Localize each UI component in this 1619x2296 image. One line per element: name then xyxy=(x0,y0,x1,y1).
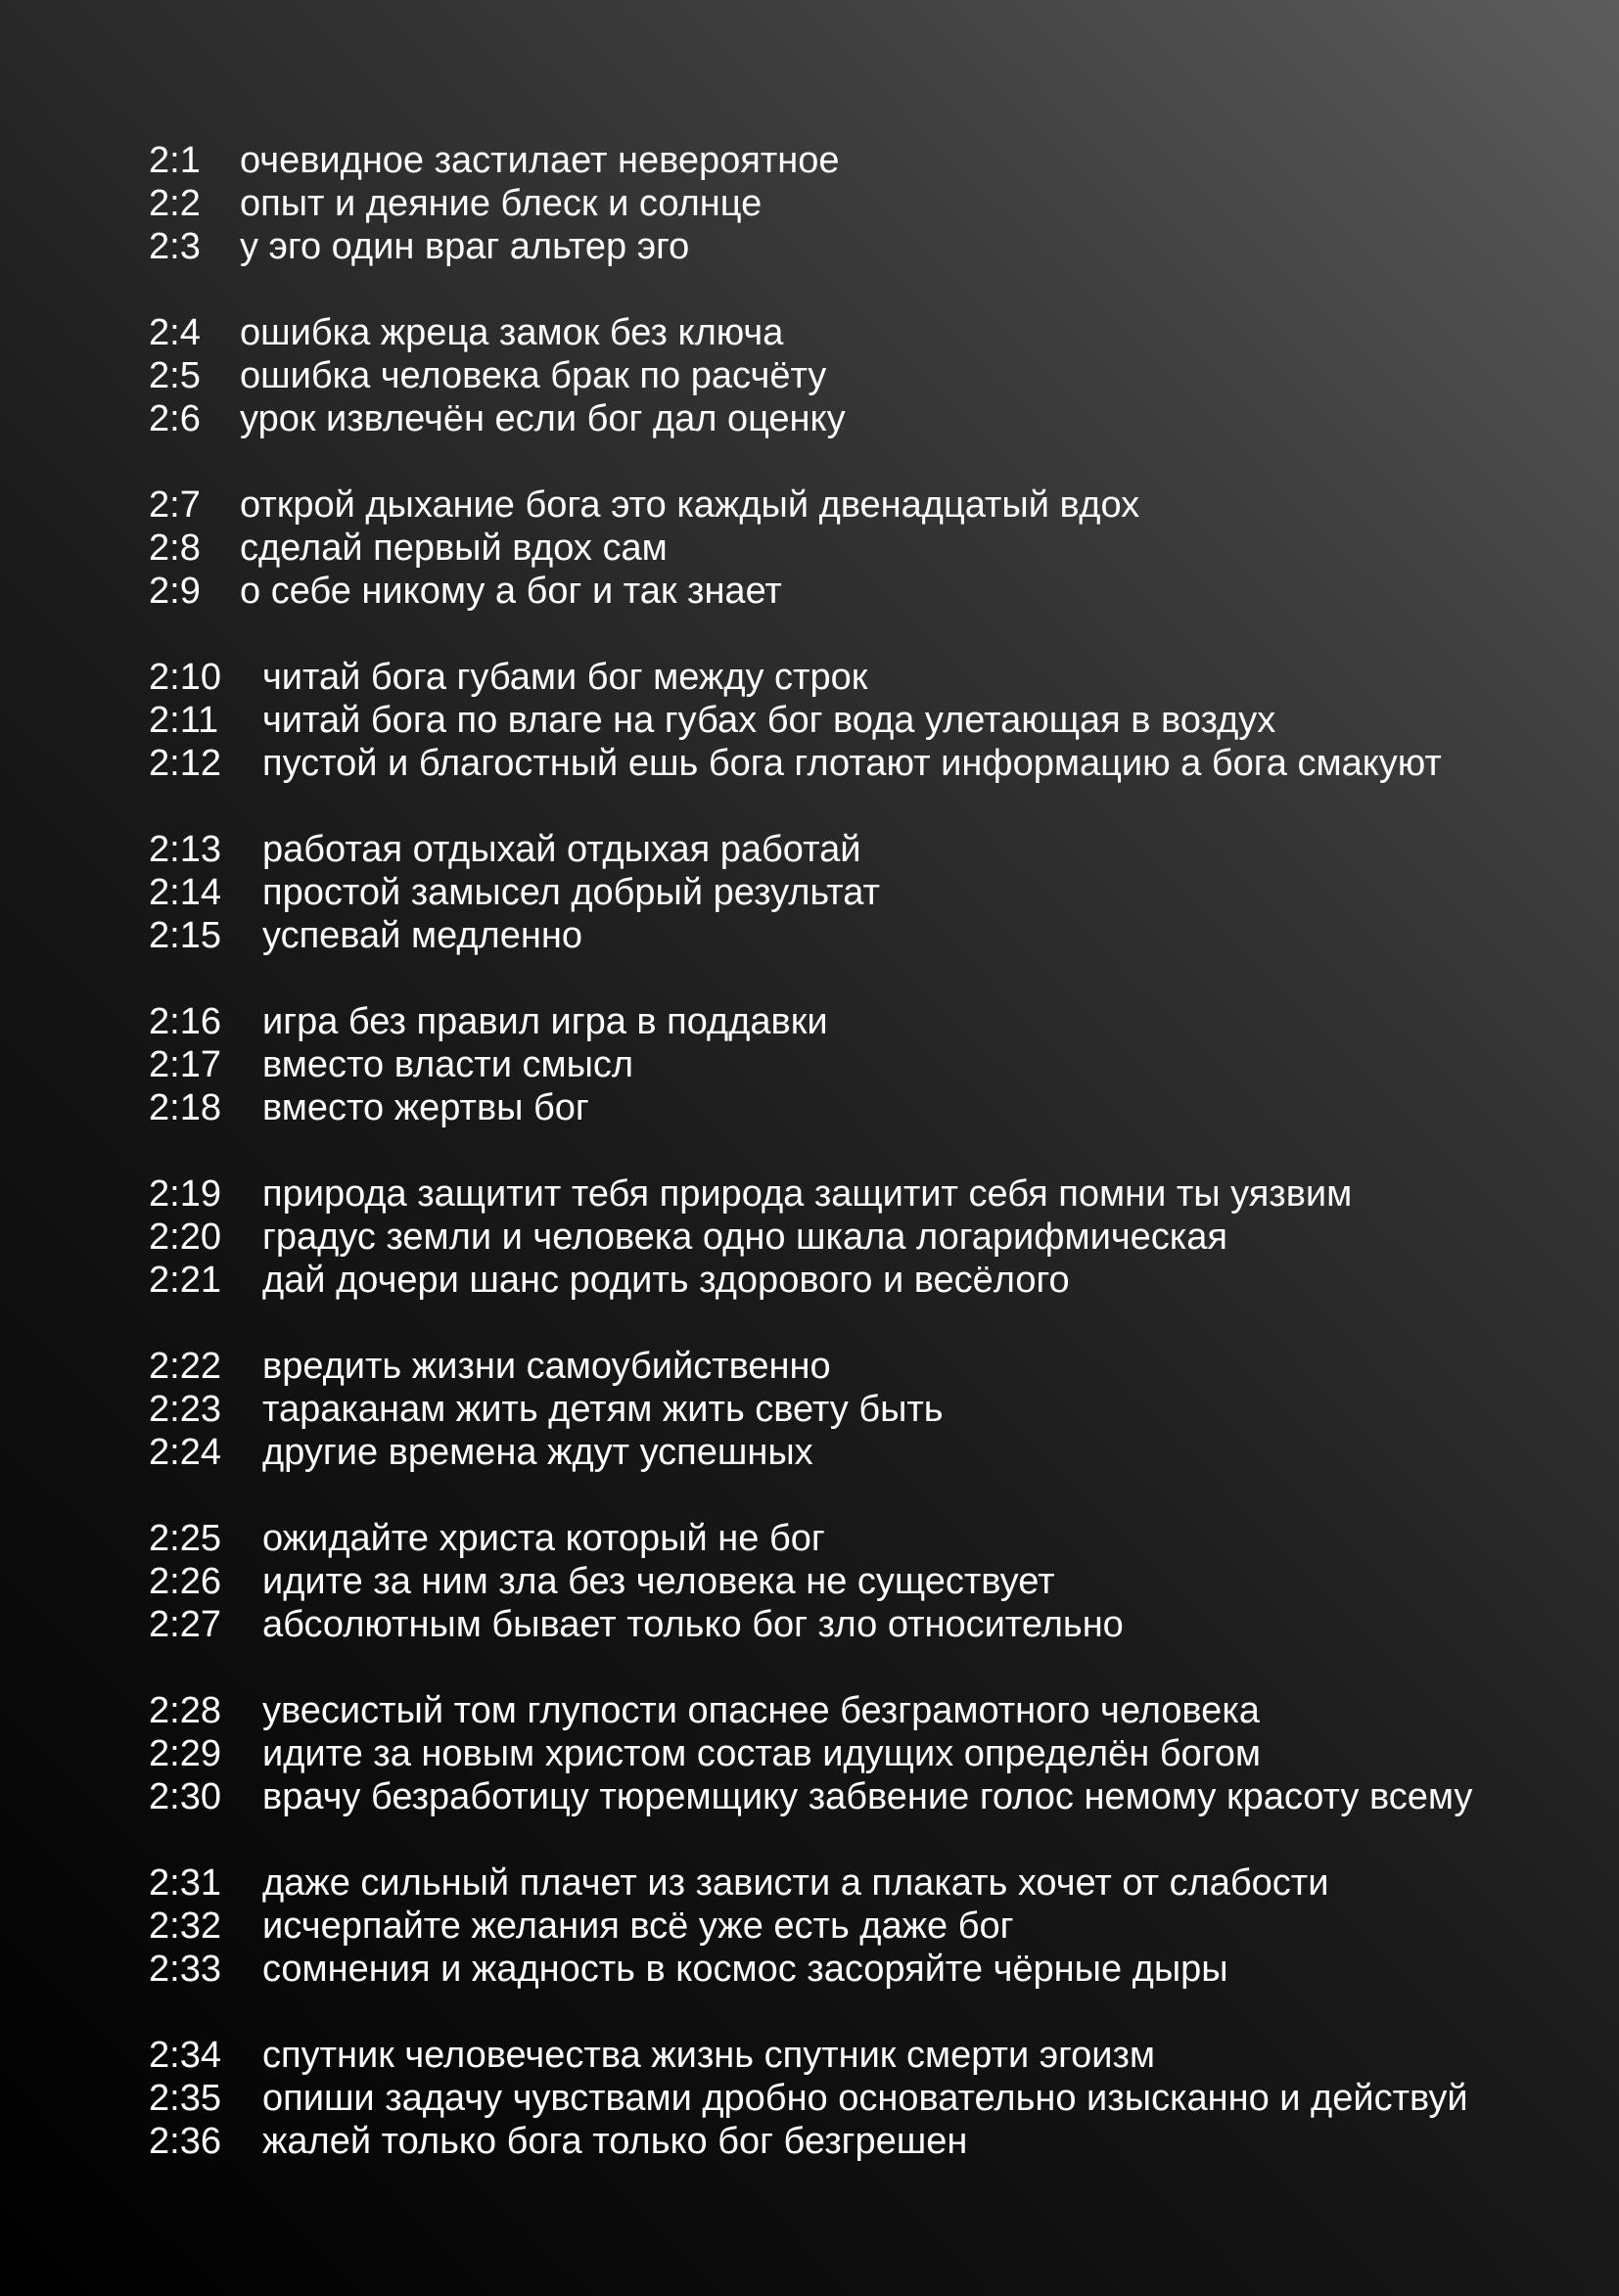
verse-line xyxy=(149,2077,1597,2120)
verse-line xyxy=(149,742,1597,785)
verse-text: о себе никому а бог и так знает xyxy=(240,571,782,612)
verse-text: жалей только бога только бог безгрешен xyxy=(262,2121,968,2162)
verse-text: очевидное застилает невероятное xyxy=(240,140,840,181)
verse-number: 2:33 xyxy=(149,1949,221,1990)
verse-page xyxy=(149,139,1597,2206)
verse-group xyxy=(149,1172,1597,1302)
verse-text: ошибка жреца замок без ключа xyxy=(240,312,784,353)
verse-text: дай дочери шанс родить здорового и весёлого xyxy=(262,1260,1070,1301)
verse-number: 2:29 xyxy=(149,1733,221,1774)
verse-group xyxy=(149,656,1597,785)
verse-number: 2:4 xyxy=(149,312,201,353)
verse-text: урок извлечён если бог дал оценку xyxy=(240,398,846,439)
verse-number: 2:24 xyxy=(149,1432,221,1473)
verse-number: 2:20 xyxy=(149,1217,221,1258)
verse-line xyxy=(149,1861,1597,1905)
verse-line xyxy=(149,2034,1597,2077)
verse-text: увесистый том глупости опаснее безграмотного человека xyxy=(262,1690,1260,1731)
verse-number: 2:21 xyxy=(149,1260,221,1301)
verse-number: 2:1 xyxy=(149,140,201,181)
verse-line xyxy=(149,527,1597,570)
verse-number: 2:9 xyxy=(149,571,201,612)
verse-line xyxy=(149,1216,1597,1259)
verse-group xyxy=(149,483,1597,613)
verse-text: работая отдыхай отдыхая работай xyxy=(262,829,861,870)
verse-group xyxy=(149,1517,1597,1646)
verse-number: 2:3 xyxy=(149,226,201,267)
verse-text: сомнения и жадность в космос засоряйте чёрные дыры xyxy=(262,1949,1228,1990)
verse-text: успевай медленно xyxy=(262,915,582,956)
verse-number: 2:26 xyxy=(149,1561,221,1602)
verse-line xyxy=(149,1948,1597,1991)
verse-number: 2:22 xyxy=(149,1346,221,1387)
verse-number: 2:31 xyxy=(149,1862,221,1904)
verse-text: спутник человечества жизнь спутник смерти эгоизм xyxy=(262,2035,1156,2076)
verse-number: 2:13 xyxy=(149,829,221,870)
verse-text: вместо власти смысл xyxy=(262,1044,634,1085)
verse-line xyxy=(149,914,1597,957)
verse-text: читай бога по влаге на губах бог вода улетающая в воздух xyxy=(262,700,1276,741)
verse-line xyxy=(149,1345,1597,1388)
verse-line xyxy=(149,1517,1597,1560)
verse-number: 2:23 xyxy=(149,1389,221,1430)
verse-group xyxy=(149,1861,1597,1991)
verse-line xyxy=(149,1043,1597,1086)
verse-number: 2:32 xyxy=(149,1906,221,1947)
verse-line xyxy=(149,397,1597,440)
verse-number: 2:14 xyxy=(149,872,221,913)
verse-text: градус земли и человека одно шкала логарифмическая xyxy=(262,1217,1227,1258)
verse-text: ожидайте христа который не бог xyxy=(262,1518,825,1559)
verse-text: у эго один враг альтер эго xyxy=(240,226,690,267)
verse-line xyxy=(149,2120,1597,2163)
verse-number: 2:7 xyxy=(149,484,201,526)
verse-line xyxy=(149,1689,1597,1732)
verse-group xyxy=(149,1689,1597,1818)
verse-number: 2:18 xyxy=(149,1087,221,1128)
verse-line xyxy=(149,1086,1597,1129)
verse-text: идите за новым христом состав идущих определён богом xyxy=(262,1733,1261,1774)
verse-text: вместо жертвы бог xyxy=(262,1087,589,1128)
verse-line xyxy=(149,1775,1597,1818)
verse-text: игра без правил игра в поддавки xyxy=(262,1001,828,1042)
verse-text: тараканам жить детям жить свету быть xyxy=(262,1389,944,1430)
verse-text: ошибка человека брак по расчёту xyxy=(240,355,827,396)
verse-text: исчерпайте желания всё уже есть даже бог xyxy=(262,1906,1014,1947)
verse-text: абсолютным бывает только бог зло относительно xyxy=(262,1604,1124,1645)
verse-line xyxy=(149,1000,1597,1043)
verse-line xyxy=(149,699,1597,742)
verse-line xyxy=(149,871,1597,914)
verse-text: опиши задачу чувствами дробно основательно изысканно и действуй xyxy=(262,2078,1468,2119)
verse-text: опыт и деяние блеск и солнце xyxy=(240,183,763,224)
verse-number: 2:10 xyxy=(149,657,221,698)
verse-number: 2:36 xyxy=(149,2121,221,2162)
verse-number: 2:25 xyxy=(149,1518,221,1559)
verse-line xyxy=(149,311,1597,354)
verse-group xyxy=(149,1345,1597,1474)
verse-text: врачу безработицу тюремщику забвение голос немому красоту всему xyxy=(262,1776,1473,1817)
verse-text: читай бога губами бог между строк xyxy=(262,657,868,698)
verse-text: вредить жизни самоубийственно xyxy=(262,1346,831,1387)
verse-number: 2:11 xyxy=(149,700,219,741)
verse-number: 2:19 xyxy=(149,1173,221,1215)
verse-line xyxy=(149,354,1597,397)
verse-line xyxy=(149,828,1597,871)
verse-text: простой замысел добрый результат xyxy=(262,872,880,913)
verse-number: 2:16 xyxy=(149,1001,221,1042)
verse-text: идите за ним зла без человека не существует xyxy=(262,1561,1055,1602)
verse-line xyxy=(149,1732,1597,1775)
verse-group xyxy=(149,139,1597,268)
verse-number: 2:17 xyxy=(149,1044,221,1085)
verse-line xyxy=(149,1259,1597,1302)
verse-number: 2:12 xyxy=(149,743,221,784)
verse-number: 2:30 xyxy=(149,1776,221,1817)
verse-line xyxy=(149,1172,1597,1216)
verse-text: природа защитит тебя природа защитит себя помни ты уязвим xyxy=(262,1173,1353,1215)
verse-line xyxy=(149,182,1597,225)
verse-text: пустой и благостный ешь бога глотают информацию а бога смакуют xyxy=(262,743,1442,784)
verse-line xyxy=(149,1603,1597,1646)
verse-line xyxy=(149,1431,1597,1474)
verse-line xyxy=(149,139,1597,182)
verse-number: 2:28 xyxy=(149,1690,221,1731)
verse-number: 2:15 xyxy=(149,915,221,956)
verse-text: сделай первый вдох сам xyxy=(240,528,668,569)
verse-group xyxy=(149,1000,1597,1129)
verse-line xyxy=(149,483,1597,527)
verse-text: даже сильный плачет из зависти а плакать хочет от слабости xyxy=(262,1862,1329,1904)
verse-number: 2:35 xyxy=(149,2078,221,2119)
verse-line xyxy=(149,656,1597,699)
verse-group xyxy=(149,311,1597,440)
verse-group xyxy=(149,2034,1597,2163)
verse-number: 2:34 xyxy=(149,2035,221,2076)
verse-text: открой дыхание бога это каждый двенадцатый вдох xyxy=(240,484,1140,526)
verse-group xyxy=(149,828,1597,957)
verse-line xyxy=(149,1560,1597,1603)
verse-line xyxy=(149,1388,1597,1431)
verse-number: 2:5 xyxy=(149,355,201,396)
verse-number: 2:27 xyxy=(149,1604,221,1645)
verse-line xyxy=(149,225,1597,268)
verse-number: 2:2 xyxy=(149,183,201,224)
verse-text: другие времена ждут успешных xyxy=(262,1432,813,1473)
verse-number: 2:8 xyxy=(149,528,201,569)
verse-number: 2:6 xyxy=(149,398,201,439)
verse-line xyxy=(149,1905,1597,1948)
verse-line xyxy=(149,570,1597,613)
